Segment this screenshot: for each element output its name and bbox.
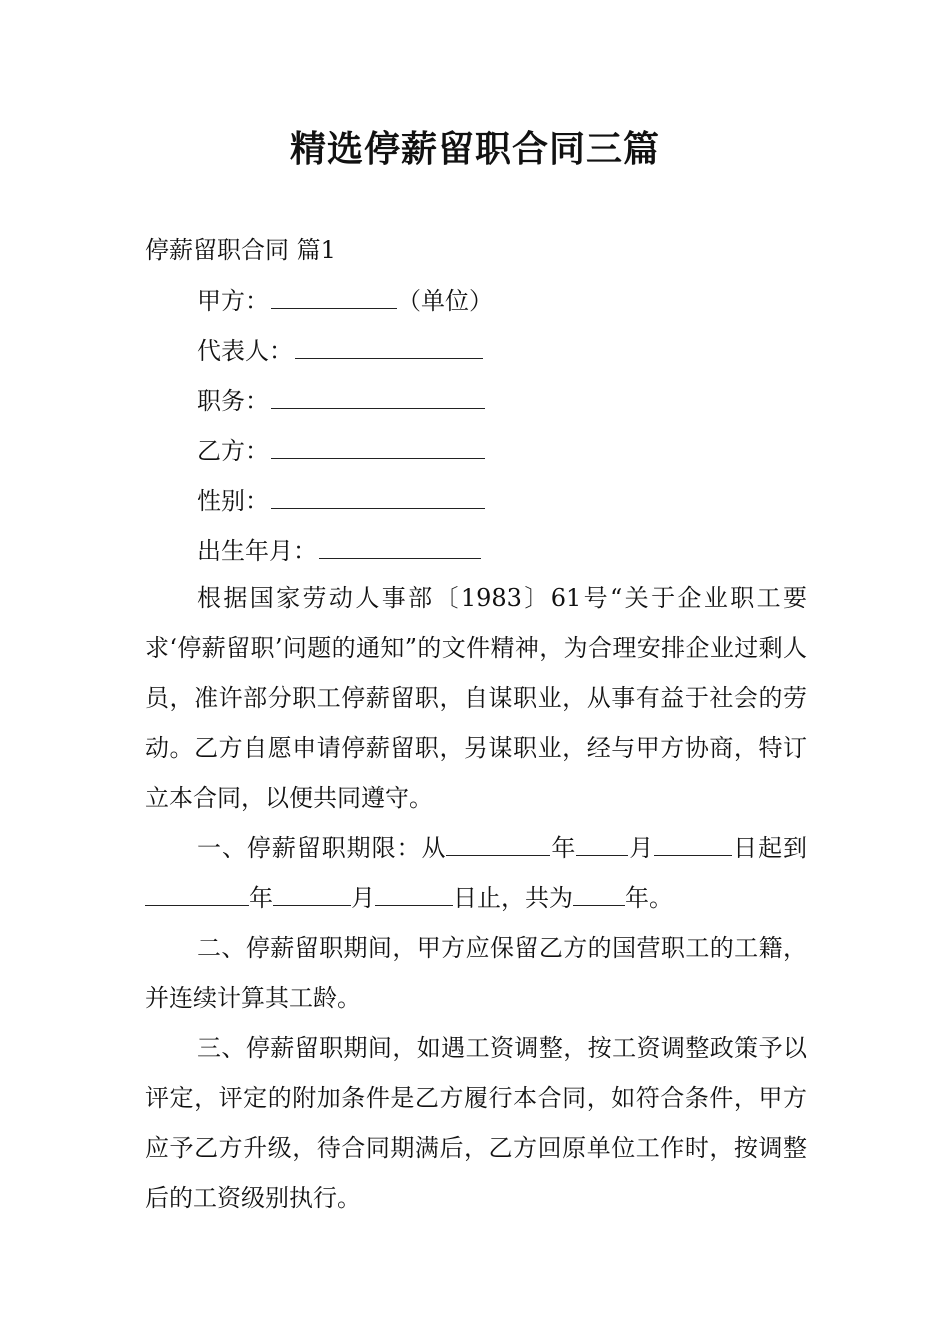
paragraph-term: 一、停薪留职期限：从 年 月 日起到年 月 日止，共为 年。 (145, 823, 807, 923)
paragraph-intro: 根据国家劳动人事部〔1983〕61号“关于企业职工要求‘停薪留职’问题的通知”的文件精神，为合理安排企业过剩人员，准许部分职工停薪留职，自谋职业，从事有益于社会的劳动。乙方自愿申请停薪留职，另谋职业，经与甲方协商，特订立本合同，以便共同遵守。 (145, 584, 807, 812)
field-label: 乙方： (197, 437, 269, 465)
field-label: 甲方： (197, 287, 269, 315)
field-label: 职务： (197, 387, 269, 415)
blank-line (271, 282, 397, 309)
blank-line (145, 879, 249, 906)
field-label: 出生年月： (197, 537, 317, 565)
section-heading: 停薪留职合同 篇1 (145, 236, 336, 264)
field-position (197, 382, 485, 419)
blank-line (446, 829, 550, 856)
blank-line (295, 332, 483, 359)
field-representative (197, 332, 483, 369)
blank-line (271, 482, 485, 509)
field-party-a (197, 282, 493, 319)
blank-line (573, 879, 625, 906)
blank-line (576, 829, 628, 856)
blank-line (375, 879, 453, 906)
field-label: 代表人： (197, 337, 293, 365)
field-birth-date (197, 532, 481, 569)
document-title: 精选停薪留职合同三篇 (289, 129, 660, 170)
paragraph-clause-3: 三、停薪留职期间，如遇工资调整，按工资调整政策予以评定，评定的附加条件是乙方履行本合同，如符合条件，甲方应予乙方升级，待合同期满后，乙方回原单位工作时，按调整后的工资级别执行。 (145, 1034, 807, 1212)
blank-line (271, 432, 485, 459)
paragraph-clause-2: 二、停薪留职期间，甲方应保留乙方的国营职工的工籍，并连续计算其工龄。 (145, 934, 807, 1012)
blank-line (273, 879, 351, 906)
field-label: 性别： (197, 487, 269, 515)
field-gender (197, 482, 485, 519)
blank-line (654, 829, 732, 856)
blank-line (319, 532, 481, 559)
field-party-b (197, 432, 485, 469)
blank-line (271, 382, 485, 409)
field-suffix: （单位） (397, 287, 493, 315)
